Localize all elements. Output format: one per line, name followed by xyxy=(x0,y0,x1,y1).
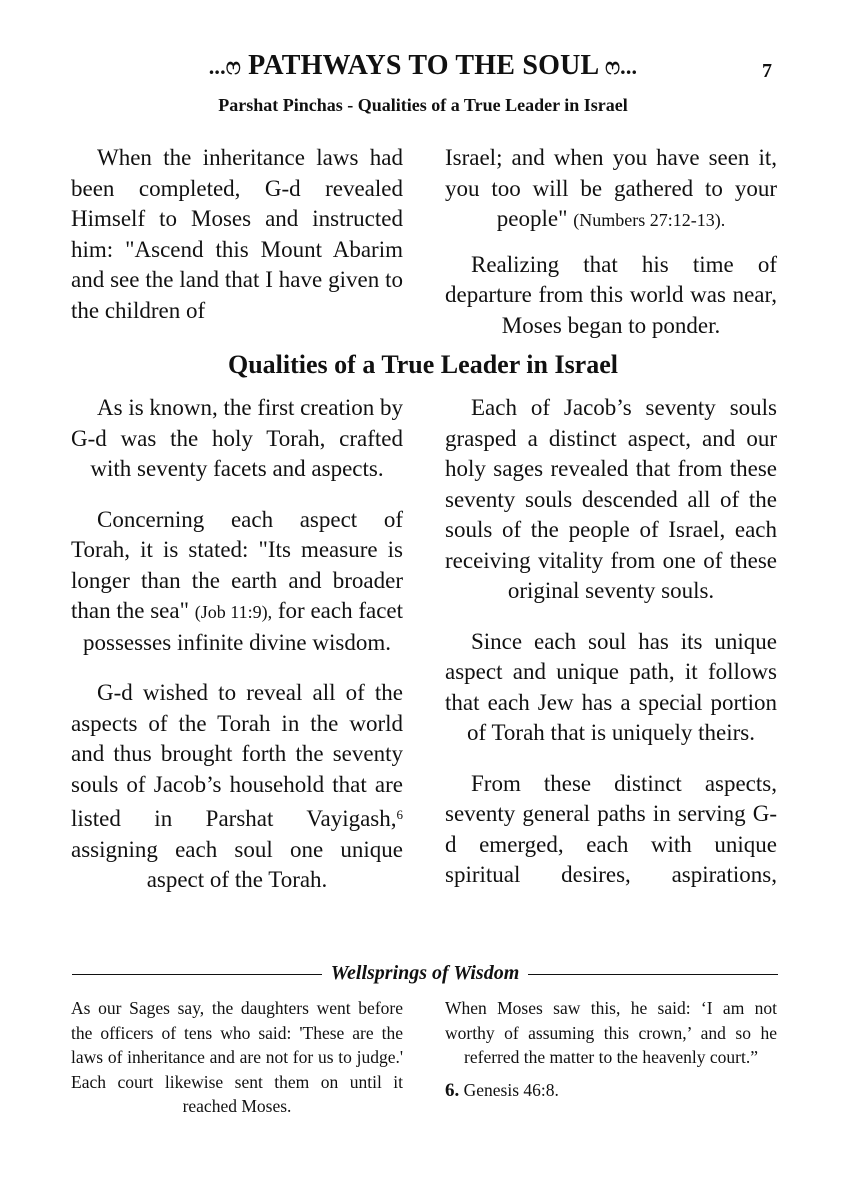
section-left-paragraph-2: Concerning each aspect of Torah, it is stated: "Its measure is longer than the earth and broader than the sea" (Job 11:9), for each facet possesses infinite divine wisdom. xyxy=(71,506,404,655)
divider-label xyxy=(72,962,778,985)
section-right-paragraph-1: Each of Jacob’s seventy souls grasped a distinct aspect, and our holy sages revealed that from these seventy souls descended all of the souls of the people of Israel, each receiving vitality from one of these original seventy souls. xyxy=(445,395,777,603)
footnote-text: Genesis 46:8. xyxy=(463,1079,559,1100)
ornament-right: ෆ... xyxy=(605,54,638,79)
section-right-paragraph-3: From these distinct aspects, seventy general paths in serving G-d emerged, each with unique spiritual desires, aspirations, xyxy=(445,770,777,887)
footer-right-text: When Moses saw this, he said: ‘I am not worthy of assuming this crown,’ and so he referred the matter to the heavenly court.” xyxy=(445,998,777,1067)
footer-left-note xyxy=(71,996,403,1127)
footnote xyxy=(445,1078,777,1104)
intro-right-column xyxy=(445,143,777,355)
divider-label-text: Wellsprings of Wisdom xyxy=(327,962,524,984)
footnote-marker: 6 xyxy=(396,807,403,822)
page-number: 7 xyxy=(762,60,772,82)
footer-left-text: As our Sages say, the daughters went before the officers of tens who said: 'These are the laws of inheritance and are not for us to judge.' Each court likewise sent them on until it reached Moses. xyxy=(71,998,403,1116)
intro-right-paragraph-2: Realizing that his time of departure from this world was near, Moses began to ponder. xyxy=(445,251,777,338)
scripture-reference: (Job 11:9), xyxy=(194,602,273,622)
section-heading: Qualities of a True Leader in Israel xyxy=(228,350,618,379)
footnote-number: 6. xyxy=(445,1079,460,1101)
section-left-paragraph-1: As is known, the first creation by G-d was the holy Torah, crafted with seventy facets and aspects. xyxy=(71,395,403,481)
ornament-left: ...ෆ xyxy=(208,54,241,79)
scripture-reference: (Numbers 27:12-13). xyxy=(573,210,726,230)
section-right-column xyxy=(445,393,777,905)
footer-divider xyxy=(72,962,778,988)
section-left-column xyxy=(71,393,403,910)
book-title: PATHWAYS TO THE SOUL xyxy=(248,50,598,81)
running-header xyxy=(0,50,846,82)
intro-left-paragraph: When the inheritance laws had been completed, G-d revealed Himself to Moses and instructed him: "Ascend this Mount Abarim and see the land that I have given to the children of xyxy=(71,145,403,323)
section-left-paragraph-3: G-d wished to reveal all of the aspects of the Torah in the world and thus brought forth the seventy souls of Jacob’s household that are listed in Parshat Vayigash,$^6$ assigning each soul one unique aspect of the Torah. xyxy=(71,680,403,892)
footer-right-note xyxy=(445,996,777,1111)
intro-left-column xyxy=(71,143,403,340)
intro-right-paragraph-1: Israel; and when you have seen it, you too will be gathered to your people" (Numbers 27:12-13). xyxy=(445,145,777,231)
section-right-paragraph-2: Since each soul has its unique aspect and unique path, it follows that each Jew has a special portion of Torah that is uniquely theirs. xyxy=(445,628,777,745)
chapter-subtitle: Parshat Pinchas - Qualities of a True Leader in Israel xyxy=(218,95,628,115)
